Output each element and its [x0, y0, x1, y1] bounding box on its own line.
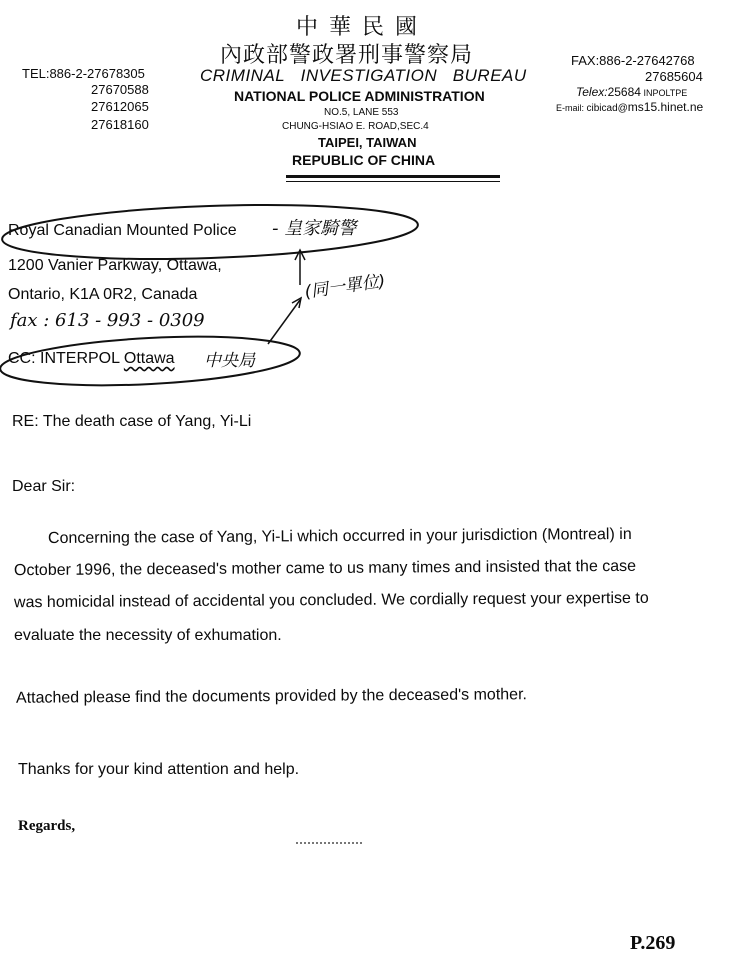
paragraph-line: October 1996, the deceased's mother came to us many times and insisted that the case: [13, 557, 637, 580]
recipient-circle: [1, 199, 419, 265]
email-label: E-mail:: [556, 103, 587, 113]
paragraph-line: was homicidal instead of accidental you concluded. We cordially request your expertise to: [13, 589, 649, 612]
closing: Regards,: [18, 818, 76, 834]
email-domain: ms15.hinet.ne: [627, 100, 704, 114]
handwritten-fax-note: fax : 613 - 993 - 0309: [10, 310, 205, 331]
fax-number: 27685604: [645, 69, 703, 84]
header-address-line: CHUNG-HSIAO E. ROAD,SEC.4: [282, 121, 429, 132]
header-address-line: REPUBLIC OF CHINA: [292, 152, 436, 168]
tel-number: TEL:886-2-27678305: [22, 66, 145, 81]
cc-city: Ottawa: [123, 350, 175, 367]
tel-number: 27670588: [91, 82, 149, 97]
salutation: Dear Sir:: [12, 478, 76, 495]
subject-line: RE: The death case of Yang, Yi-Li: [12, 413, 252, 430]
paragraph-attached: Attached please find the documents provided by the deceased's mother.: [15, 686, 527, 707]
paragraph-line: evaluate the necessity of exhumation.: [14, 627, 282, 644]
handwritten-side-note: (同一單位): [303, 271, 387, 303]
email-user: cibicad@: [586, 103, 628, 114]
cc-annotation: 中央局: [204, 351, 255, 371]
header-org-name: CRIMINAL INVESTIGATION BUREAU: [200, 66, 527, 85]
arrow-diag-line: [268, 300, 300, 344]
telex-code: INPOLTPE: [640, 88, 688, 98]
paragraph-line: Concerning the case of Yang, Yi-Li which occurred in your jurisdiction (Montreal) in: [47, 525, 632, 548]
header-chinese-name: 內政部警政署刑事警察局: [220, 43, 474, 68]
recipient-street: 1200 Vanier Parkway, Ottawa,: [8, 257, 222, 274]
tel-number: 27618160: [91, 117, 149, 132]
faint-mark: [296, 842, 362, 848]
header-address-line: TAIPEI, TAIWAN: [318, 135, 417, 150]
recipient-city: Ontario, K1A 0R2, Canada: [8, 286, 198, 303]
tel-number: 27612065: [91, 99, 149, 114]
recipient-annotation: - 皇家騎警: [272, 218, 357, 239]
telex-label: Telex:: [576, 85, 608, 99]
arrow-diag-head: [292, 298, 301, 308]
header-org-parent: NATIONAL POLICE ADMINISTRATION: [234, 88, 485, 104]
header-address-line: NO.5, LANE 553: [324, 107, 399, 118]
header-chinese-title: 中 華 民 國: [296, 15, 419, 40]
paragraph-thanks: Thanks for your kind attention and help.: [18, 761, 300, 778]
recipient-name: Royal Canadian Mounted Police: [8, 222, 237, 239]
cc-prefix: CC: INTERPOL: [8, 350, 124, 367]
telex-number: 25684: [607, 85, 641, 99]
fax-number: FAX:886-2-27642768: [571, 53, 695, 68]
cc-circle: [0, 330, 301, 392]
page-number: P.269: [630, 932, 676, 954]
